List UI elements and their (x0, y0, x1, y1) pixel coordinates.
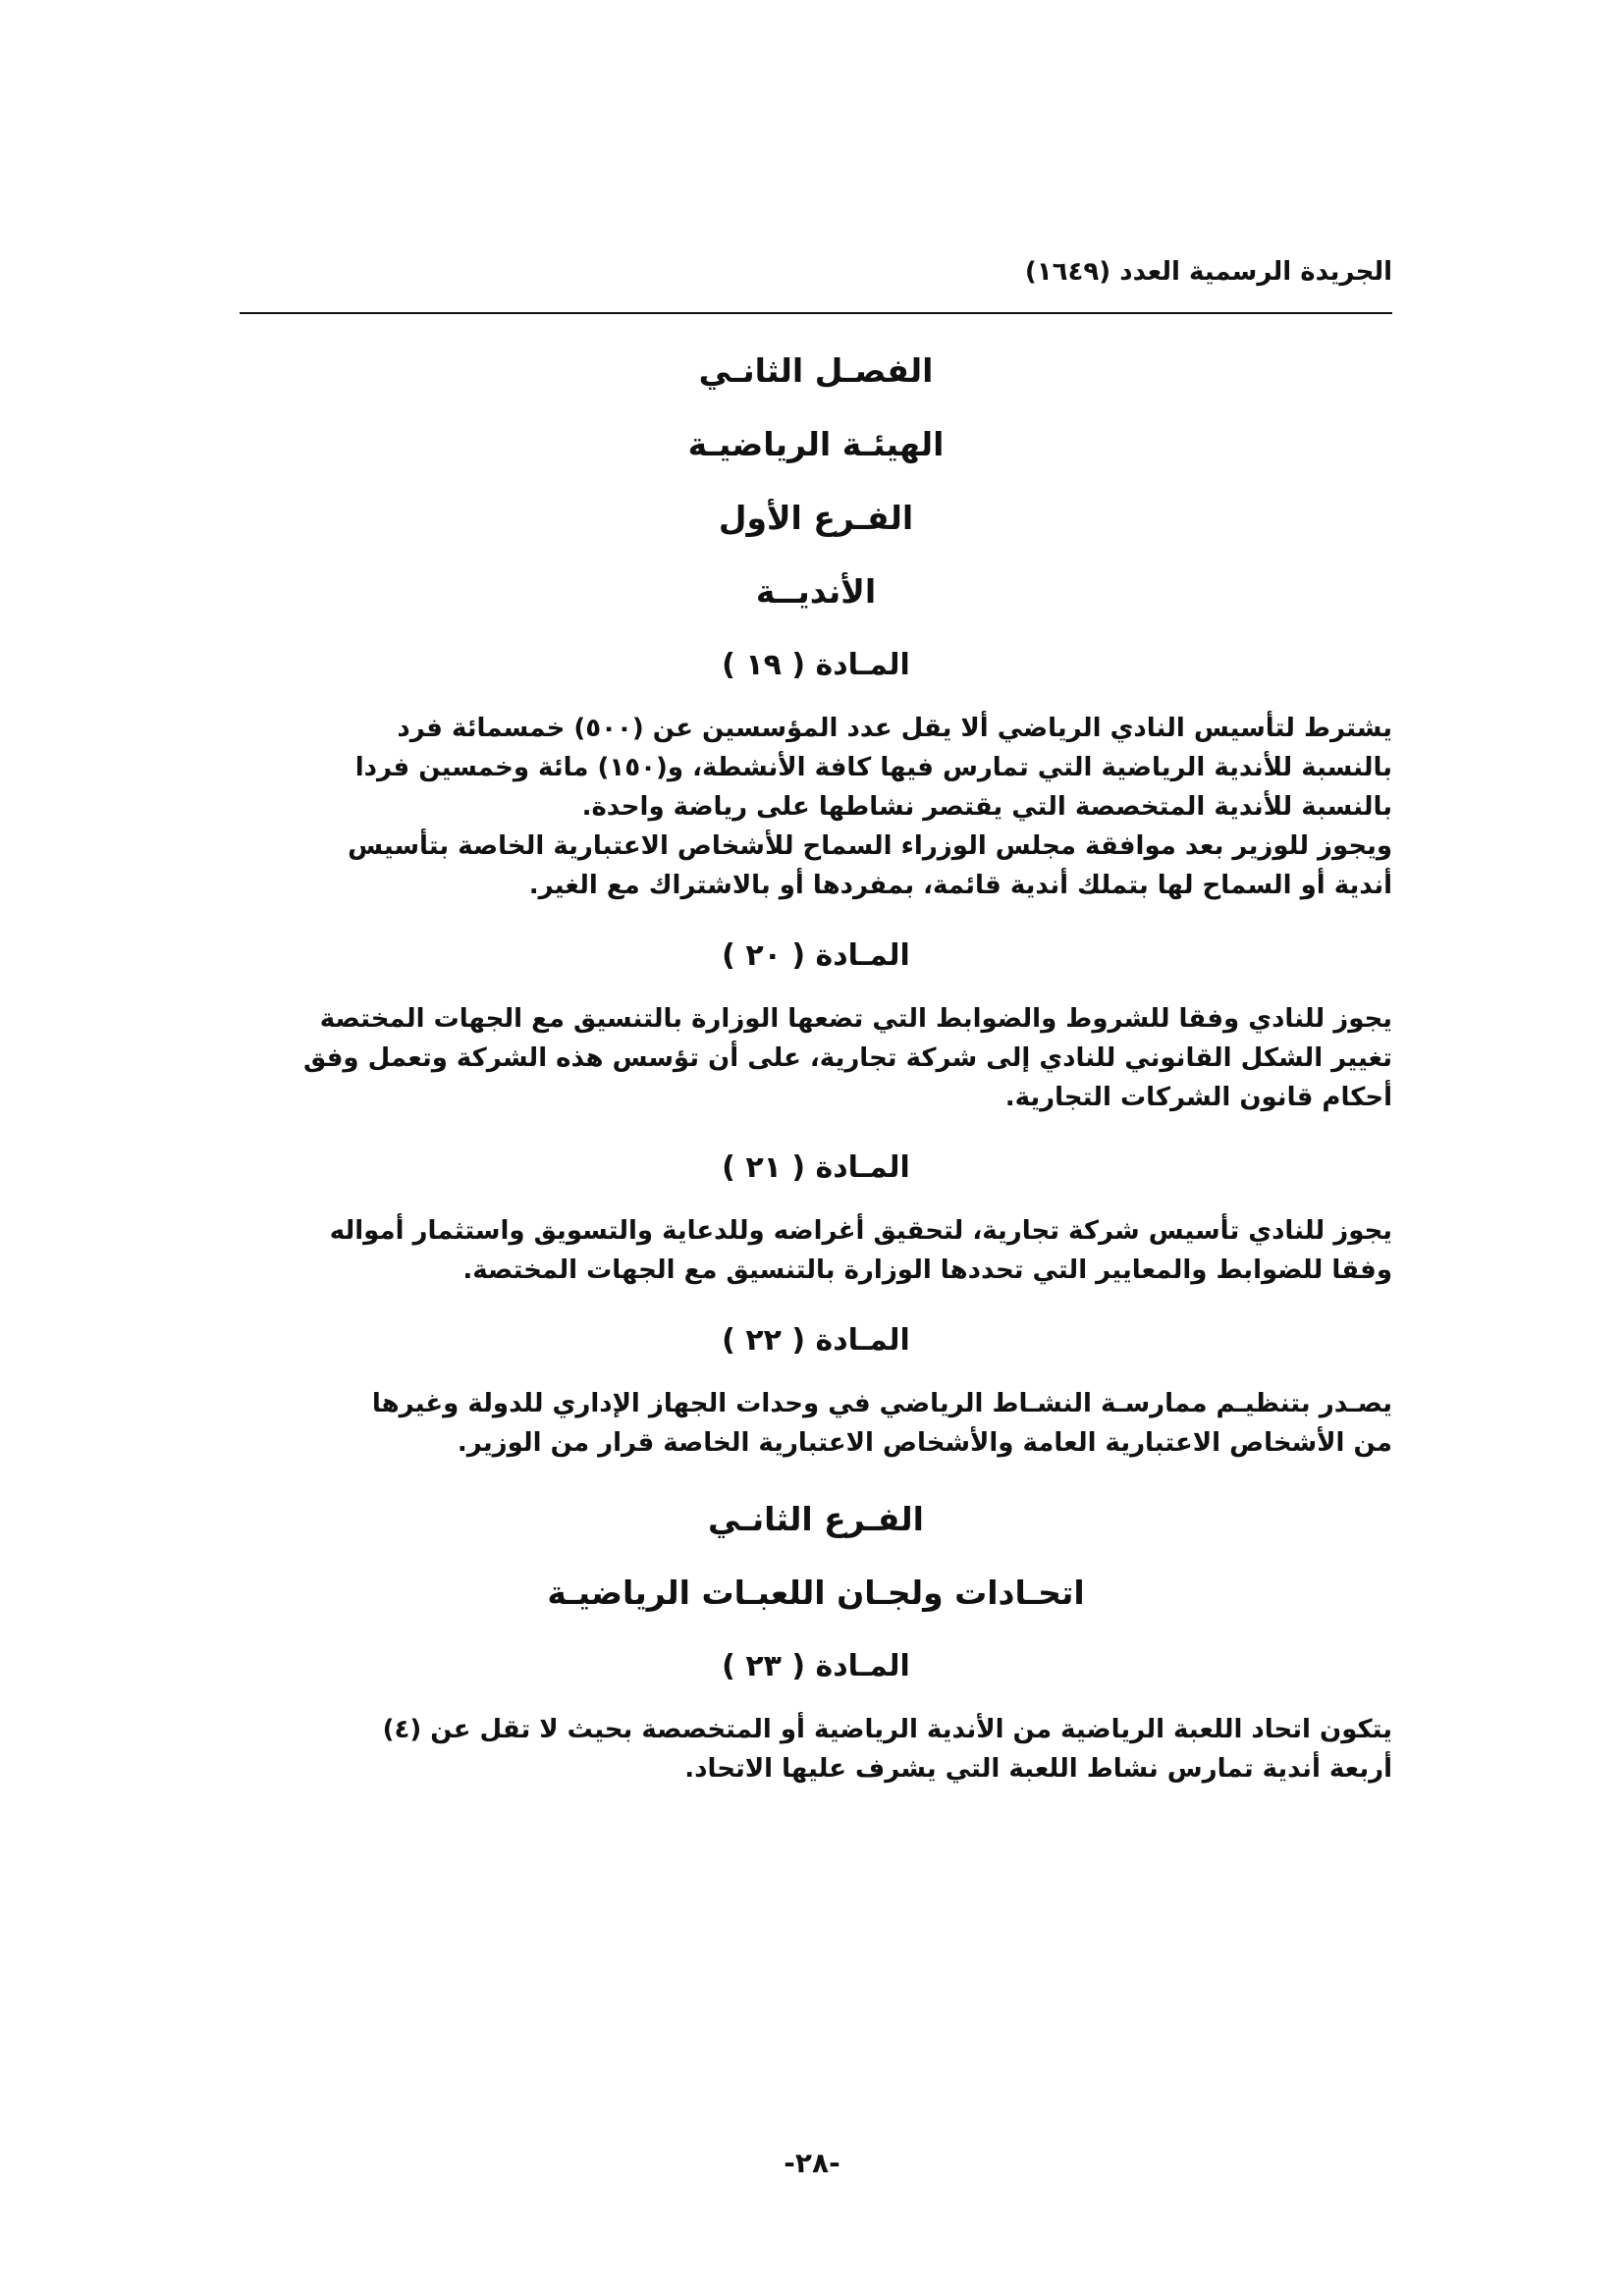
text-line: يصـدر بتنظيـم ممارسـة النشـاط الرياضي في وحدات الجهاز الإداري للدولة وغيرها (371, 1389, 1392, 1418)
section-heading-second: الفـرع الثانـي (708, 1500, 924, 1538)
text-line: يجوز للنادي تأسيس شركة تجارية، لتحقيق أغراضه وللدعاية والتسويق واستثمار أمواله (329, 1216, 1392, 1246)
article-21-heading: المـادة ( ٢١ ) (722, 1150, 910, 1185)
article-20-heading: المـادة ( ٢٠ ) (722, 938, 910, 973)
page-number: -٢٨- (784, 2147, 840, 2179)
text-line: أحكام قانون الشركات التجارية. (1004, 1083, 1392, 1112)
text-line: أندية أو السماح لها بتملك أندية قائمة، بمفردها أو بالاشتراك مع الغير. (528, 871, 1392, 900)
article-23-paragraph (240, 1710, 1392, 1789)
text-line: يتكون اتحاد اللعبة الرياضية من الأندية الرياضية أو المتخصصة بحيث لا تقل عن (٤) (382, 1715, 1392, 1744)
section-heading-first: الفـرع الأول (718, 499, 914, 537)
federations-heading: اتحـادات ولجـان اللعبـات الرياضيـة (547, 1574, 1085, 1612)
article-20-paragraph (240, 999, 1392, 1117)
chapter-heading: الفصـل الثانـي (698, 351, 934, 390)
article-23-heading: المـادة ( ٢٣ ) (722, 1649, 910, 1683)
text-line: ويجوز للوزير بعد موافقة مجلس الوزراء السماح للأشخاص الاعتبارية الخاصة بتأسيس (348, 831, 1392, 861)
text-line: وفقا للضوابط والمعايير التي تحددها الوزارة بالتنسيق مع الجهات المختصة. (462, 1255, 1392, 1285)
article-19-paragraph-1 (240, 709, 1392, 827)
article-21-paragraph (240, 1211, 1392, 1290)
article-22-heading: المـادة ( ٢٢ ) (722, 1323, 910, 1358)
body-heading: الهيئـة الرياضيـة (687, 425, 945, 463)
article-19-heading: المـادة ( ١٩ ) (722, 648, 910, 682)
text-line: أربعة أندية تمارس نشاط اللعبة التي يشرف عليها الاتحاد. (684, 1754, 1392, 1784)
text-line: تغيير الشكل القانوني للنادي إلى شركة تجارية، على أن تؤسس هذه الشركة وتعمل وفق (302, 1043, 1392, 1073)
header-divider (240, 312, 1392, 314)
gazette-header: الجريدة الرسمية العدد (١٦٤٩) (1024, 257, 1392, 287)
document-body (240, 334, 1392, 1808)
text-line: يجوز للنادي وفقا للشروط والضوابط التي تضعها الوزارة بالتنسيق مع الجهات المختصة (319, 1004, 1392, 1034)
text-line: يشترط لتأسيس النادي الرياضي ألا يقل عدد المؤسسين عن (٥٠٠) خمسمائة فرد (397, 714, 1392, 743)
article-19-paragraph-2 (240, 827, 1392, 905)
article-22-paragraph (240, 1384, 1392, 1463)
text-line: بالنسبة للأندية المتخصصة التي يقتصر نشاطها على رياضة واحدة. (581, 792, 1392, 822)
text-line: من الأشخاص الاعتبارية العامة والأشخاص الاعتبارية الخاصة قرار من الوزير. (457, 1428, 1392, 1458)
text-line: بالنسبة للأندية الرياضية التي تمارس فيها كافة الأنشطة، و(١٥٠) مائة وخمسين فردا (354, 753, 1392, 782)
clubs-heading: الأنديــة (755, 572, 877, 611)
